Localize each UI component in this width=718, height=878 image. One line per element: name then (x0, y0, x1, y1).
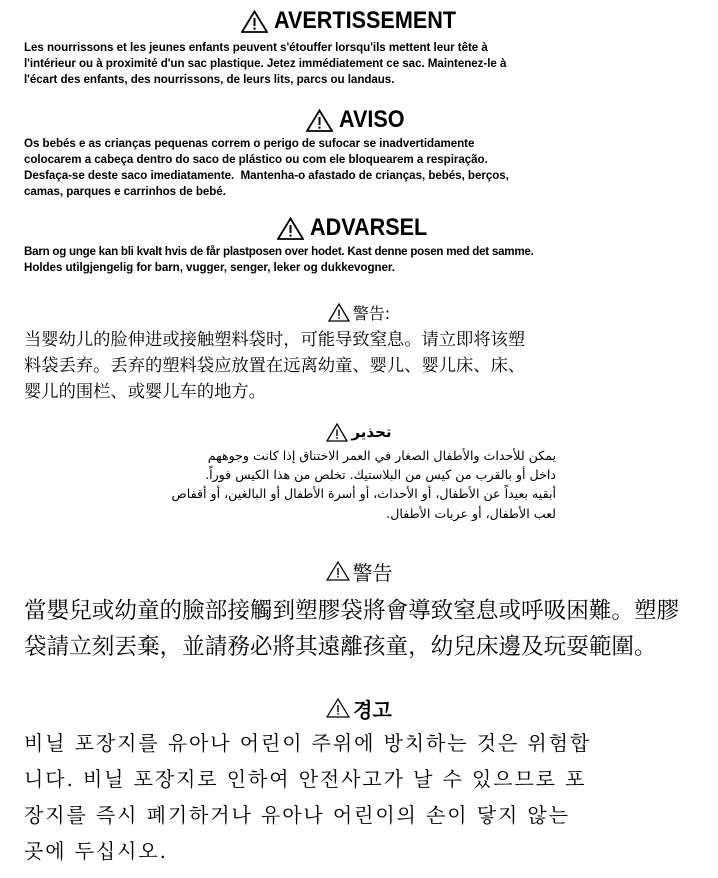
simplified-chinese-line-3: 婴儿的围栏、或婴儿车的地方。 (24, 382, 266, 402)
arabic-line-4: لعب الأطفال، أو عربات الأطفال. (386, 506, 556, 521)
arabic-warning-heading (0, 420, 718, 444)
simplified-chinese-line-2: 料袋丢弃。丢弃的塑料袋应放置在远离幼童、婴儿、婴儿床、床、 (24, 356, 526, 376)
simplified-chinese-warning-heading (0, 300, 718, 324)
portuguese-warning-heading (0, 104, 718, 136)
arabic-line-1: يمكن للأحداث والأطفال الصغار في العمر الاختناق إذا كانت وجوههم (207, 448, 556, 463)
warning-triangle-icon (277, 217, 310, 240)
warning-triangle-icon (241, 10, 274, 33)
warning-triangle-icon (326, 698, 353, 718)
arabic-line-3: أبقيه بعيداً عن الأطفال، أو الأحداث، أو أسرة الأطفال أو البالغين، أو أقفاص (171, 486, 556, 501)
simplified-chinese-heading-text: 警告: (352, 303, 391, 323)
traditional-chinese-heading-text: 警告 (352, 560, 393, 585)
norwegian-heading-text: ADVARSEL (310, 214, 428, 241)
portuguese-line-2: colocarem a cabeça dentro do saco de plástico ou com ele bloquearem a respiração. (24, 153, 488, 166)
warning-triangle-icon (328, 303, 353, 322)
traditional-chinese-line-1: 當嬰兒或幼童的臉部接觸到塑膠袋將會導致窒息或呼吸困難。塑膠 (24, 598, 680, 624)
korean-line-2: 니다. 비닐 포장지로 인하여 안전사고가 날 수 있으므로 포 (24, 767, 587, 791)
portuguese-line-3: Desfaça-se deste saco imediatamente. Mantenha-o afastado de crianças, bebés, berços, (24, 169, 509, 182)
arabic-line-2: داخل أو بالقرب من كيس من البلاستيك. تخلص من هذا الكيس فوراً. (205, 467, 556, 482)
warning-triangle-icon (326, 423, 351, 442)
korean-line-3: 장지를 즉시 폐기하거나 유아나 어린이의 손이 닿지 않는 (24, 803, 570, 827)
norwegian-warning-heading (0, 212, 718, 244)
korean-heading-text: 경고 (353, 697, 392, 722)
korean-warning-heading (0, 694, 718, 722)
french-line-1: Les nourrissons et les jeunes enfants peuvent s'étouffer lorsqu'ils mettent leur tête à (24, 41, 488, 54)
korean-line-1: 비닐 포장지를 유아나 어린이 주위에 방치하는 것은 위험합 (24, 731, 592, 755)
portuguese-line-1: Os bebés e as crianças pequenas correm o perigo de sufocar se inadvertidamente (24, 137, 475, 150)
warning-triangle-icon (306, 109, 339, 132)
traditional-chinese-line-2: 袋請立刻丟棄，並請務必將其遠離孩童，幼兒床邊及玩耍範圍。 (24, 634, 657, 660)
norwegian-line-1: Barn og unge kan bli kvalt hvis de får plastposen over hodet. Kast denne posen med det samme. (24, 245, 534, 258)
simplified-chinese-line-1: 当婴幼儿的脸伸进或接触塑料袋时，可能导致窒息。请立即将该塑 (24, 330, 526, 350)
portuguese-heading-text: AVISO (339, 106, 405, 133)
korean-line-4: 곳에 두십시오. (24, 839, 168, 863)
french-line-2: l'intérieur ou à proximité d'un sac plastique. Jetez immédiatement ce sac. Maintenez-le à (24, 57, 507, 70)
french-heading-text: AVERTISSEMENT (274, 7, 457, 34)
arabic-heading-text: تحذير (351, 423, 392, 441)
portuguese-line-4: camas, parques e carrinhos de bebé. (24, 185, 226, 198)
norwegian-line-2: Holdes utilgjengelig for barn, vugger, senger, leker og dukkevogner. (24, 261, 395, 274)
french-warning-heading (0, 4, 718, 38)
traditional-chinese-warning-heading (0, 556, 718, 586)
warning-triangle-icon (326, 561, 353, 581)
french-line-3: l'écart des enfants, des nourrissons, de leurs lits, parcs ou landaus. (24, 73, 395, 86)
